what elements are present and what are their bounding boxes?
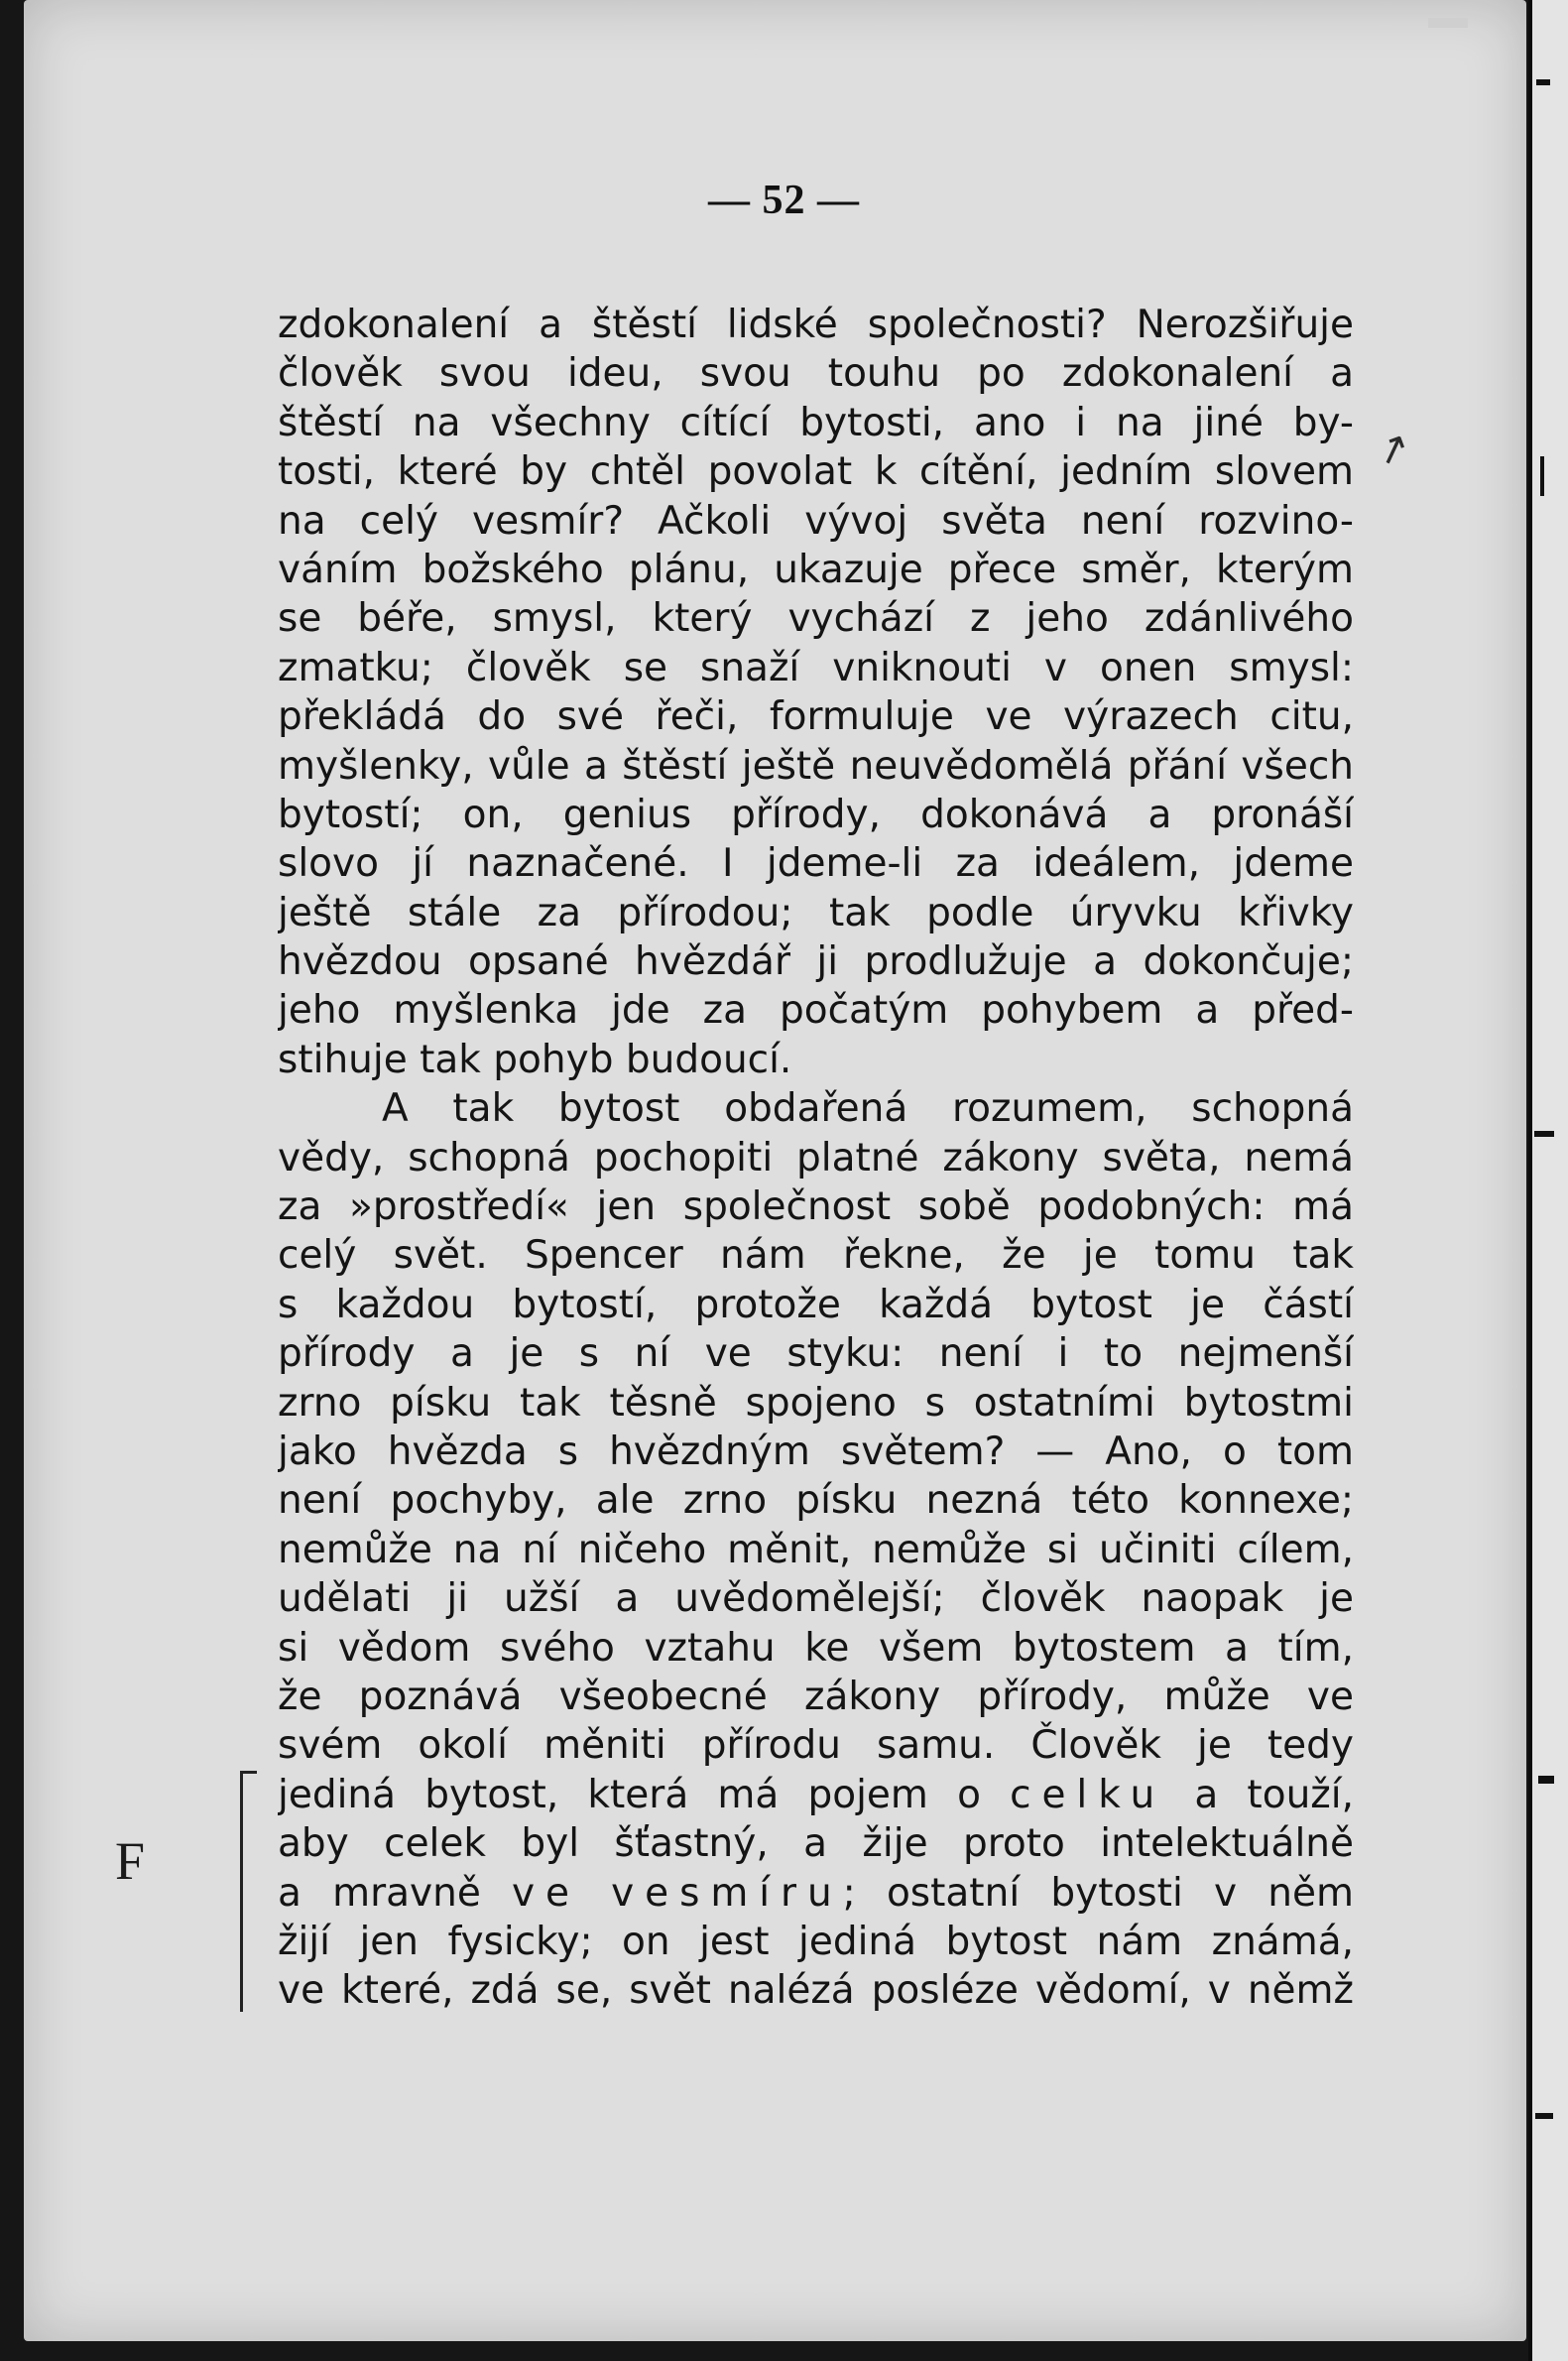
text-line: myšlenky, vůle a štěstí ještě neuvědomělá přání všech — [278, 743, 1354, 789]
text-segment: jediná bytost, která má pojem o — [278, 1772, 1011, 1817]
spaced-emphasis: vesmíru — [611, 1870, 843, 1916]
text-line: nemůže na ní ničeho měnit, nemůže si učiniti cílem, — [278, 1527, 1354, 1572]
spaced-emphasis: celku — [1010, 1772, 1166, 1817]
adjacent-page-strip — [1532, 0, 1568, 2361]
text-line: svém okolí měniti přírodu samu. Člověk je tedy — [278, 1723, 1354, 1769]
text-line: udělati ji užší a uvědomělejší; člověk naopak je — [278, 1576, 1354, 1622]
text-line: bytostí; on, genius přírody, dokonává a pronáší — [278, 792, 1354, 837]
text-line: na celý vesmír? Ačkoli vývoj světa není rozvino- — [278, 498, 1354, 544]
text-line-spaced — [278, 1869, 1354, 1918]
strip-mark — [1540, 456, 1544, 496]
text-line: štěstí na všechny cítící bytosti, ano i na jiné by- — [278, 400, 1354, 445]
text-line: s každou bytostí, protože každá bytost je částí — [278, 1282, 1354, 1327]
text-line: zmatku; člověk se snaží vniknouti v onen smysl: — [278, 645, 1354, 690]
text-line: hvězdou opsané hvězdář ji prodlužuje a dokončuje; — [278, 939, 1354, 985]
pencil-mark-icon: ↗ — [1370, 422, 1417, 477]
text-line: váním božského plánu, ukazuje přece směr, kterým — [278, 547, 1354, 592]
text-line: si vědom svého vztahu ke všem bytostem a tím, — [278, 1625, 1354, 1671]
text-line: tosti, které by chtěl povolat k cítění, jedním slovem — [278, 449, 1354, 495]
text-line-spaced — [278, 1771, 1354, 1819]
body-text — [278, 301, 1354, 2016]
text-line: jako hvězda s hvězdným světem? — Ano, o tom — [278, 1429, 1354, 1474]
text-line: ještě stále za přírodou; tak podle úryvku křivky — [278, 890, 1354, 935]
text-line: žijí jen fysicky; on jest jediná bytost nám známá, — [278, 1919, 1354, 1964]
text-line: stihuje tak pohyb budoucí. — [278, 1037, 792, 1082]
paragraph-start-line: A tak bytost obdařená rozumem, schopná — [382, 1086, 1354, 1132]
spaced-emphasis: ve — [512, 1870, 580, 1916]
text-line: člověk svou ideu, svou touhu po zdokonalení a — [278, 351, 1354, 397]
strip-mark — [1535, 2113, 1553, 2119]
text-line: že poznává všeobecné zákony přírody, může ve — [278, 1674, 1354, 1719]
text-line: aby celek byl šťastný, a žije proto intelektuálně — [278, 1821, 1354, 1867]
text-line: zrno písku tak těsně spojeno s ostatními bytostmi — [278, 1380, 1354, 1426]
text-line: za »prostředí« jen společnost sobě podobných: má — [278, 1184, 1354, 1230]
text-segment: a touží, — [1165, 1772, 1354, 1817]
strip-mark — [1538, 1776, 1554, 1784]
page-number: — 52 — — [708, 178, 860, 223]
text-segment: ; ostatní bytosti v něm — [842, 1870, 1354, 1916]
text-line: vědy, schopná pochopiti platné zákony světa, nemá — [278, 1135, 1354, 1180]
text-line: slovo jí naznačené. I jdeme-li za ideálem, jdeme — [278, 841, 1354, 887]
margin-bracket-mark — [240, 1771, 257, 2012]
text-line: zdokonalení a štěstí lidské společnosti? Nerozšiřuje — [278, 303, 1354, 347]
strip-mark — [1534, 1131, 1554, 1137]
text-line: ve které, zdá se, svět nalézá posléze vědomí, v němž — [278, 1968, 1354, 2014]
text-segment — [580, 1871, 611, 1916]
text-line: se béře, smysl, který vychází z jeho zdánlivého — [278, 596, 1354, 642]
text-line: není pochyby, ale zrno písku nezná této konnexe; — [278, 1478, 1354, 1524]
text-line: překládá do své řeči, formuluje ve výrazech citu, — [278, 694, 1354, 740]
text-segment: a mravně — [278, 1870, 513, 1916]
text-line: jeho myšlenka jde za počatým pohybem a před- — [278, 988, 1354, 1034]
paper-tear-mark — [1428, 18, 1468, 28]
margin-annotation: F — [115, 1831, 146, 1891]
text-line: celý svět. Spencer nám řekne, že je tomu tak — [278, 1233, 1354, 1279]
strip-mark — [1536, 79, 1550, 85]
text-line: přírody a je s ní ve styku: není i to nejmenší — [278, 1331, 1354, 1377]
